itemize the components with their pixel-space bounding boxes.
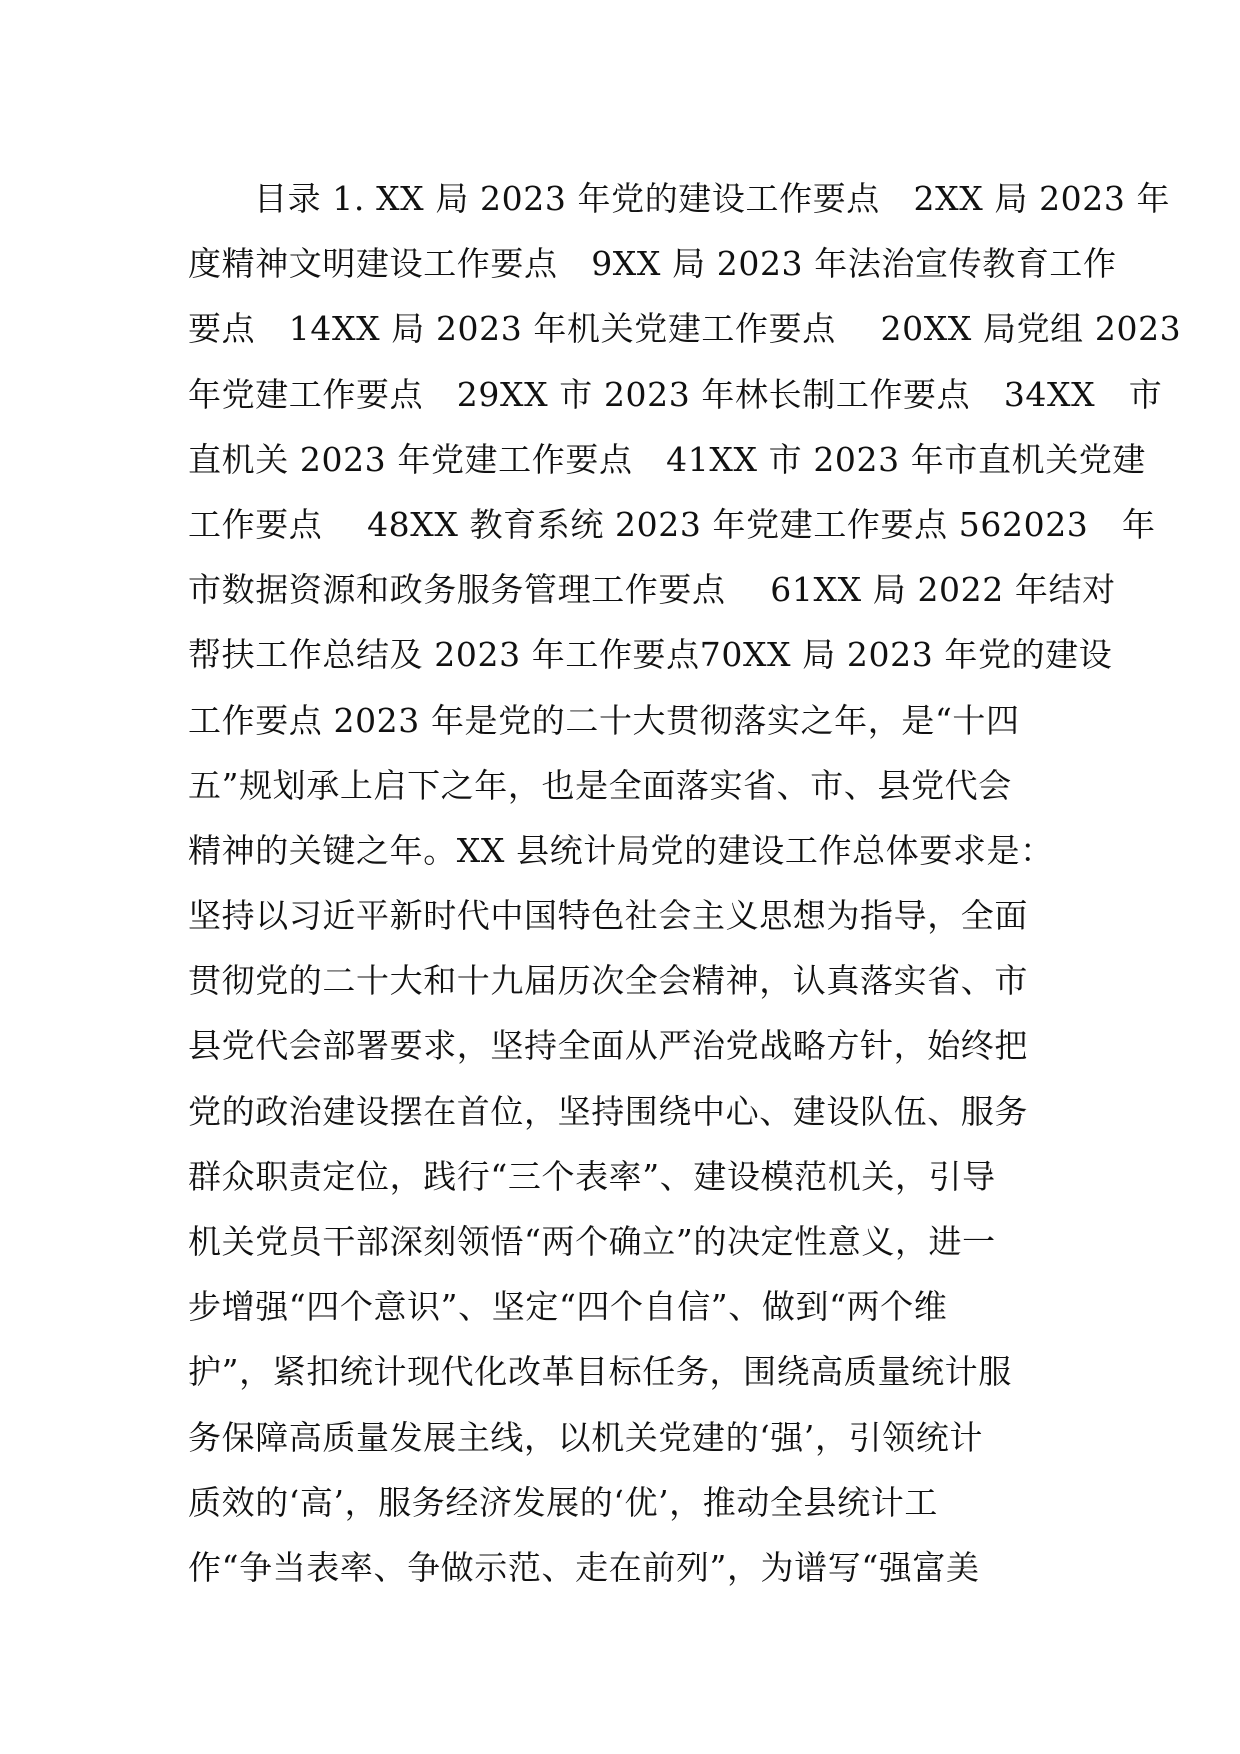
text-line: 要点 14XX 局 2023 年机关党建工作要点 20XX 局党组 2023 — [188, 309, 1182, 349]
text-line: 群众职责定位，践行“三个表率”、建设模范机关，引导 — [188, 1156, 996, 1196]
text-line: 度精神文明建设工作要点 9XX 局 2023 年法治宣传教育工作 — [188, 244, 1117, 284]
text-line: 工作要点 2023 年是党的二十大贯彻落实之年，是“十四 — [188, 700, 1020, 740]
text-line: 质效的‘高’，服务经济发展的‘优’，推动全县统计工 — [188, 1482, 938, 1522]
text-line: 作“争当表率、争做示范、走在前列”，为谱写“强富美 — [188, 1547, 980, 1587]
text-line: 护”，紧扣统计现代化改革目标任务，围绕高质量统计服 — [188, 1352, 1012, 1392]
text-line: 步增强“四个意识”、坚定“四个自信”、做到“两个维 — [188, 1287, 948, 1327]
text-line: 帮扶工作总结及 2023 年工作要点70XX 局 2023 年党的建设 — [188, 635, 1113, 675]
text-line: 年党建工作要点 29XX 市 2023 年林长制工作要点 34XX 市 — [188, 374, 1163, 414]
text-line: 目录 1. XX 局 2023 年党的建设工作要点 2XX 局 2023 年 — [254, 179, 1171, 218]
text-line: 县党代会部署要求，坚持全面从严治党战略方针，始终把 — [188, 1026, 1028, 1066]
text-line: 直机关 2023 年党建工作要点 41XX 市 2023 年市直机关党建 — [188, 439, 1146, 479]
text-line: 工作要点 48XX 教育系统 2023 年党建工作要点 562023 年 — [188, 504, 1156, 544]
text-line: 坚持以习近平新时代中国特色社会主义思想为指导，全面 — [188, 896, 1028, 936]
text-line: 党的政治建设摆在首位，坚持围绕中心、建设队伍、服务 — [188, 1091, 1028, 1131]
text-line: 贯彻党的二十大和十九届历次全会精神，认真落实省、市 — [188, 961, 1028, 1001]
body-text — [188, 166, 1182, 1600]
text-line: 五”规划承上启下之年，也是全面落实省、市、县党代会 — [188, 765, 1012, 805]
text-line: 精神的关键之年。XX 县统计局党的建设工作总体要求是： — [188, 830, 1054, 870]
text-line: 市数据资源和政务服务管理工作要点 61XX 局 2022 年结对 — [188, 570, 1116, 610]
text-line: 务保障高质量发展主线，以机关党建的‘强’，引领统计 — [188, 1417, 983, 1457]
text-line: 机关党员干部深刻领悟“两个确立”的决定性意义，进一 — [188, 1222, 996, 1261]
